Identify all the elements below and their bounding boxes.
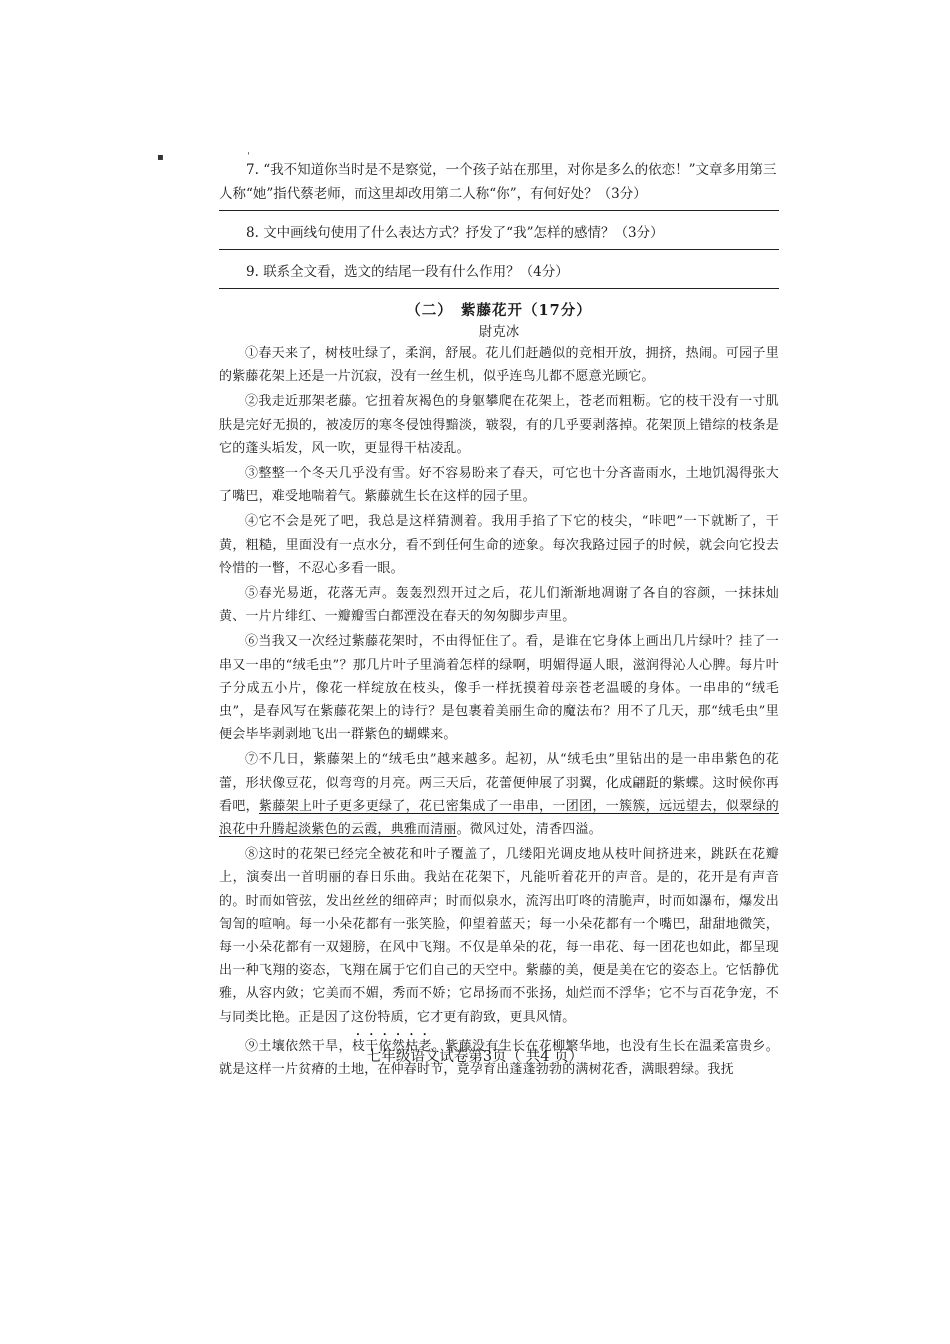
answer-line bbox=[219, 288, 779, 289]
answer-line bbox=[219, 210, 779, 211]
question-text: 文中画线句使用了什么表达方式？抒发了“我”怎样的感情？（3分） bbox=[263, 225, 664, 241]
answer-line bbox=[219, 249, 779, 250]
question-text: “我不知道你当时是不是察觉，一个孩子站在那里，对你是多么的依恋！”文章多用第三人称“她”指代蔡老师，而这里却改用第二人称“你”，有何好处？（3分） bbox=[219, 162, 777, 202]
question-number: 9. bbox=[246, 264, 259, 280]
paragraph-4: ④它不会是死了吧，我总是这样猜测着。我用手掐了下它的枝尖，“咔吧”一下就断了，干黄，粗糙，里面没有一点水分，看不到任何生命的迹象。每次我路过园子的时候，就会向它投去怜惜的一瞥，不忍心多看一眼。 bbox=[219, 514, 779, 576]
question-number: 8. bbox=[246, 225, 259, 241]
underlined-sentence: 紫藤架上叶子更多更绿了，花已密集成了一串串，一团团，一簇簇，远远望去，似翠绿的浪花中升腾起淡紫色的云霞，典雅而清丽 bbox=[219, 798, 779, 838]
scan-specks: ▪ ˈ bbox=[157, 152, 290, 163]
paragraph-text: 。微风过处，清香四溢。 bbox=[456, 822, 602, 838]
question-9 bbox=[219, 260, 779, 284]
section-title: （二） 紫藤花开（17分） bbox=[406, 302, 592, 319]
paragraph-1: ①春天来了，树枝吐绿了，柔润，舒展。花儿们赶趟似的竞相开放，拥挤，热闹。可园子里的紫藤花架上还是一片沉寂，没有一丝生机，似乎连鸟儿都不愿意光顾它。 bbox=[219, 346, 779, 385]
paragraph-text: ⑨土壤依然干旱， bbox=[245, 1038, 352, 1054]
paragraph-6: ⑥当我又一次经过紫藤花架时，不由得怔住了。看，是谁在它身体上画出几片绿叶？挂了一串又一串的“绒毛虫”？那几片叶子里淌着怎样的绿啊，明媚得逼人眼，滋润得沁人心脾。每片叶子分成五小片，像花一样绽放在枝头，像手一样抚摸着母亲苍老温暖的身体。一串串的“绒毛虫”，是春风写在紫藤花架上的诗行？是包裹着美丽生命的魔法布？用不了几天，那“绒毛虫”里便会毕毕剥剥地飞出一群紫色的蝴蝶来。 bbox=[219, 634, 779, 743]
page-footer: 七年级语文试卷第3页（ 共4 页） bbox=[366, 1049, 584, 1065]
emphasis-dotted-text: 枝干依然枯老 bbox=[351, 1038, 432, 1054]
paragraph-7 bbox=[219, 748, 779, 841]
paragraph-text: 。紫藤没有生长在花柳繁华地，也没有生长在温柔富贵乡。就是这样一片贫瘠的土地，在仲春时节，竟孕育出蓬蓬勃勃的满树花香，满眼碧绿。我抚 bbox=[219, 1038, 779, 1078]
question-7 bbox=[219, 158, 779, 206]
paragraph-3: ③整整一个冬天几乎没有雪。好不容易盼来了春天，可它也十分吝啬雨水，土地饥渴得张大了嘴巴，难受地喘着气。紫藤就生长在这样的园子里。 bbox=[219, 466, 779, 505]
question-8 bbox=[219, 221, 779, 245]
paragraph-8: ⑧这时的花架已经完全被花和叶子覆盖了，几缕阳光调皮地从枝叶间挤进来，跳跃在花瓣上，演奏出一首明丽的春日乐曲。我站在花架下，凡能听着花开的声音。是的，花开是有声音的。时而如管弦，发出丝丝的细碎声；时而似泉水，流泻出叮咚的清脆声，时而如瀑布，爆发出訇訇的喧响。每一小朵花都有一张笑脸，仰望着蓝天；每一小朵花都有一个嘴巴，甜甜地微笑，每一小朵花都有一双翅膀，在风中飞翔。不仅是单朵的花，每一串花、每一团花也如此，都呈现出一种飞翔的姿态，飞翔在属于它们自己的天空中。紫藤的美，便是美在它的姿态上。它恬静优雅，从容内敛；它美而不媚，秀而不娇；它昂扬而不张扬，灿烂而不浮华；它不与百花争宠，不与同类比艳。正是因了这份特质，它才更有韵致，更具风情。 bbox=[219, 847, 779, 1025]
question-text: 联系全文看，选文的结尾一段有什么作用？（4分） bbox=[263, 264, 569, 280]
exam-page-content bbox=[219, 158, 779, 1083]
paragraph-5: ⑤春光易逝，花落无声。轰轰烈烈开过之后，花儿们渐渐地凋谢了各自的容颜，一抹抹灿黄、一片片绯红、一瓣瓣雪白都湮没在春天的匆匆脚步声里。 bbox=[219, 586, 779, 625]
paragraph-text: ⑦不几日，紫藤架上的“绒毛虫”越来越多。起初，从“绒毛虫”里钻出的是一串串紫色的花蕾，形状像豆花，似弯弯的月亮。两三天后，花蕾便伸展了羽翼，化成翩跹的紫蝶。这时候你再看吧， bbox=[219, 752, 779, 814]
author-name: 尉克冰 bbox=[478, 324, 520, 340]
question-number: 7. bbox=[246, 162, 259, 178]
paragraph-2: ②我走近那架老藤。它扭着灰褐色的身躯攀爬在花架上，苍老而粗粝。它的枝干没有一寸肌肤是完好无损的，被凌厉的寒冬侵蚀得黯淡，皲裂，有的几乎要剥落掉。花架顶上错综的枝条是它的蓬头垢发，风一吹，更显得干枯凌乱。 bbox=[219, 394, 779, 456]
